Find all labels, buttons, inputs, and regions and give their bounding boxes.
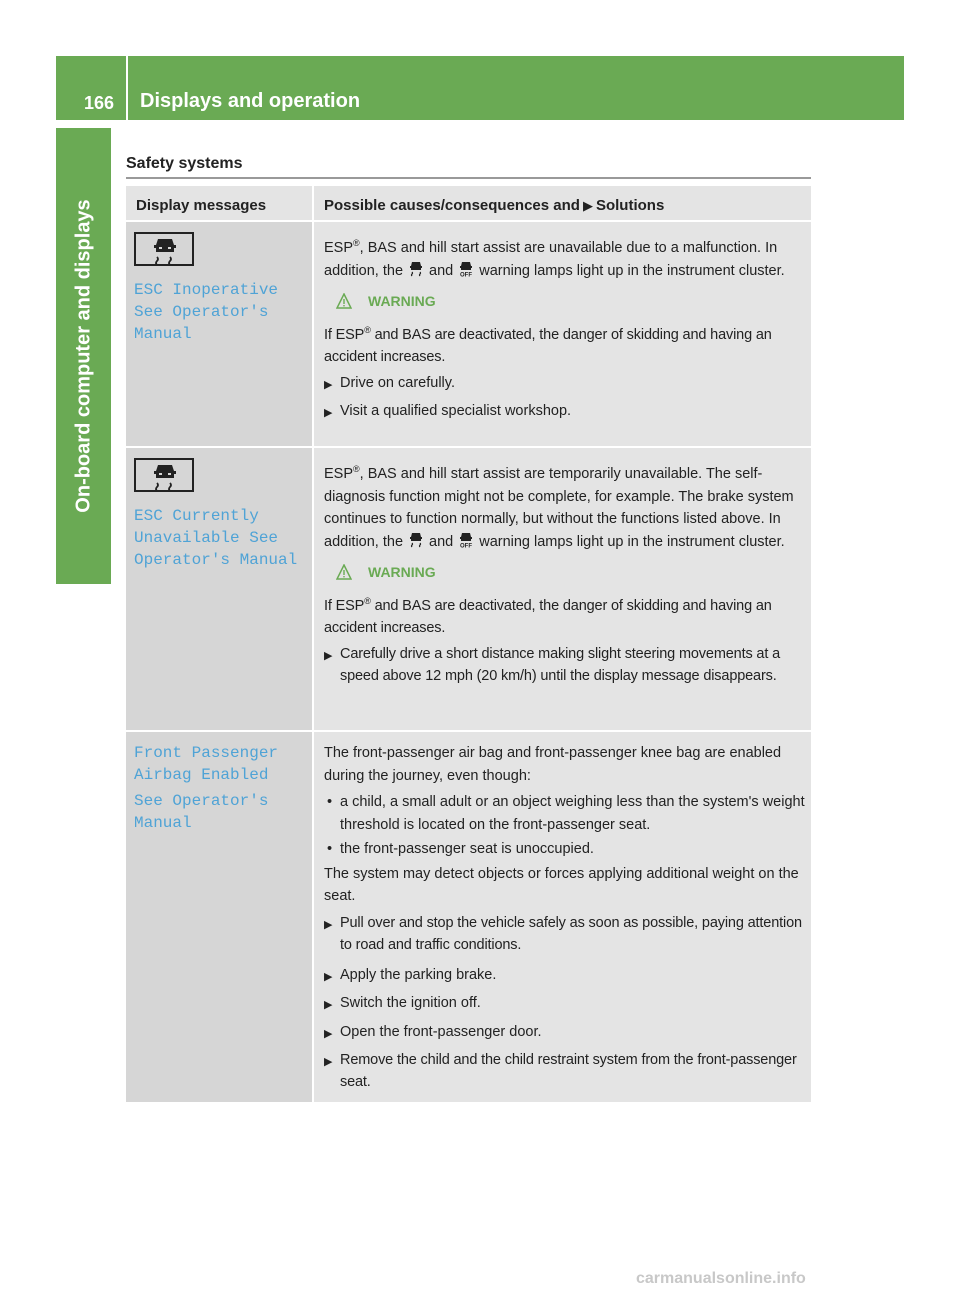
step-arrow-icon: ▶	[324, 999, 333, 1011]
warning-label: WARNING	[368, 564, 436, 580]
step-text: Open the front-passenger door.	[340, 1023, 542, 1040]
solution-step	[324, 1049, 805, 1097]
causes-cell	[314, 448, 811, 730]
warning-text	[324, 319, 805, 368]
esp-text: ESP	[324, 240, 354, 256]
watermark: carmanualsonline.info	[636, 1270, 806, 1287]
warning-heading	[336, 290, 805, 313]
note-paragraph: The system may detect objects or forces applying additional weight on the seat.	[324, 865, 799, 904]
off-label: OFF	[460, 272, 473, 277]
step-arrow-icon: ▶	[324, 378, 333, 391]
cause-text-end: warning lamps light up in the instrument cluster.	[479, 262, 785, 279]
section-title: Safety systems	[126, 155, 243, 172]
step-arrow-icon: ▶	[324, 1056, 333, 1068]
display-message-cell	[126, 222, 314, 446]
table-row	[126, 732, 811, 1102]
solution-step	[324, 992, 805, 1017]
step-arrow-icon: ▶	[324, 649, 333, 662]
esp-skid-icon	[134, 458, 194, 492]
cause-text-end: warning lamps light up in the instrument cluster.	[479, 533, 785, 550]
column-header-causes	[314, 186, 811, 220]
and-text: and	[429, 533, 454, 550]
warning-text-end: and BAS are deactivated, the danger of skidding and having an accident increases.	[324, 326, 772, 365]
display-message-text: Front Passenger Airbag Enabled	[134, 744, 279, 784]
warning-text-start: If ESP	[324, 326, 365, 343]
registered-mark: ®	[364, 595, 371, 606]
table-row	[126, 448, 811, 732]
solution-step	[324, 643, 805, 691]
cause-paragraph: The front-passenger air bag and front-passenger knee bag are enabled during the journey, even though:	[324, 745, 782, 784]
esp-off-lamp-icon	[456, 532, 476, 548]
solution-step	[324, 400, 805, 425]
step-arrow-icon: ▶	[324, 407, 333, 419]
solution-step	[324, 1021, 805, 1046]
table-header	[126, 186, 811, 222]
esp-warning-lamp-icon	[406, 261, 426, 277]
column-header-solutions-text: Solutions	[595, 197, 665, 214]
warning-triangle-icon	[336, 564, 352, 580]
chapter-title: Displays and operation	[140, 90, 361, 112]
list-item-text: a child, a small adult or an object weighing less than the system's weight threshold is located on the front-passenger seat.	[340, 794, 805, 833]
list-item	[324, 838, 805, 861]
arrow-right-icon: ▶	[582, 198, 593, 213]
registered-mark: ®	[353, 238, 360, 248]
display-message-text: ESC Inoperative See Operator's Manual	[134, 281, 279, 343]
column-header-display-messages: Display messages	[126, 186, 314, 220]
side-chapter-label: On-board computer and displays	[72, 199, 95, 513]
display-message-cell	[126, 732, 314, 1102]
esp-warning-lamp-icon	[406, 532, 426, 548]
solution-step	[324, 964, 805, 989]
solution-step	[324, 912, 805, 960]
header-divider	[126, 56, 128, 120]
warning-text-end: and BAS are deactivated, the danger of skidding and having an accident increases.	[324, 597, 772, 636]
table-row	[126, 222, 811, 448]
column-header-causes-text: Possible causes/consequences and	[324, 197, 580, 214]
bullet-icon: •	[327, 841, 333, 857]
bullet-icon: •	[327, 794, 333, 810]
warning-triangle-icon	[336, 293, 352, 309]
esp-off-lamp-icon	[456, 261, 476, 277]
list-item	[324, 791, 805, 836]
step-arrow-icon: ▶	[324, 1027, 333, 1040]
step-text: Switch the ignition off.	[340, 995, 481, 1011]
step-text: Remove the child and the child restraint system from the front-passenger seat.	[340, 1052, 797, 1090]
display-message-text: ESC Currently Unavailable See Operator's Manual	[134, 507, 298, 569]
cause-text: , BAS and hill start assist are temporarily unavailable. The self-diagnosis function might not be complete, for example. The brake system continues to function normally, but without the functions listed above. In addition, the	[324, 466, 794, 550]
off-label: OFF	[460, 543, 473, 548]
registered-mark: ®	[353, 464, 360, 474]
causes-cell	[314, 222, 811, 446]
warning-label: WARNING	[368, 293, 436, 309]
esp-text: ESP	[324, 466, 354, 482]
warning-heading	[336, 561, 805, 584]
registered-mark: ®	[364, 324, 371, 335]
step-text: Pull over and stop the vehicle safely as soon as possible, paying attention to road and traffic conditions.	[340, 914, 802, 953]
step-text: Visit a qualified specialist workshop.	[340, 403, 572, 419]
and-text: and	[429, 262, 454, 279]
warning-text-start: If ESP	[324, 597, 365, 614]
step-arrow-icon: ▶	[324, 918, 333, 931]
display-message-cell	[126, 448, 314, 730]
cause-text: , BAS and hill start assist are unavailable due to a malfunction. In addition, the	[324, 240, 778, 279]
page-number: 166	[84, 93, 115, 113]
step-text: Apply the parking brake.	[340, 966, 497, 983]
causes-cell	[314, 732, 811, 1102]
display-message-text: See Operator's Manual	[134, 792, 269, 832]
cause-paragraph	[324, 232, 805, 282]
step-arrow-icon: ▶	[324, 970, 333, 983]
esp-skid-icon	[134, 232, 194, 266]
solution-step	[324, 372, 805, 397]
step-text: Drive on carefully.	[340, 374, 455, 391]
cause-paragraph	[324, 458, 805, 553]
step-text: Carefully drive a short distance making slight steering movements at a speed above 12 mph (20 km/h) until the display message disappears.	[340, 645, 781, 684]
warning-text	[324, 590, 805, 639]
section-rule	[126, 177, 811, 179]
display-messages-table	[126, 186, 811, 1102]
list-item-text: the front-passenger seat is unoccupied.	[340, 841, 594, 857]
